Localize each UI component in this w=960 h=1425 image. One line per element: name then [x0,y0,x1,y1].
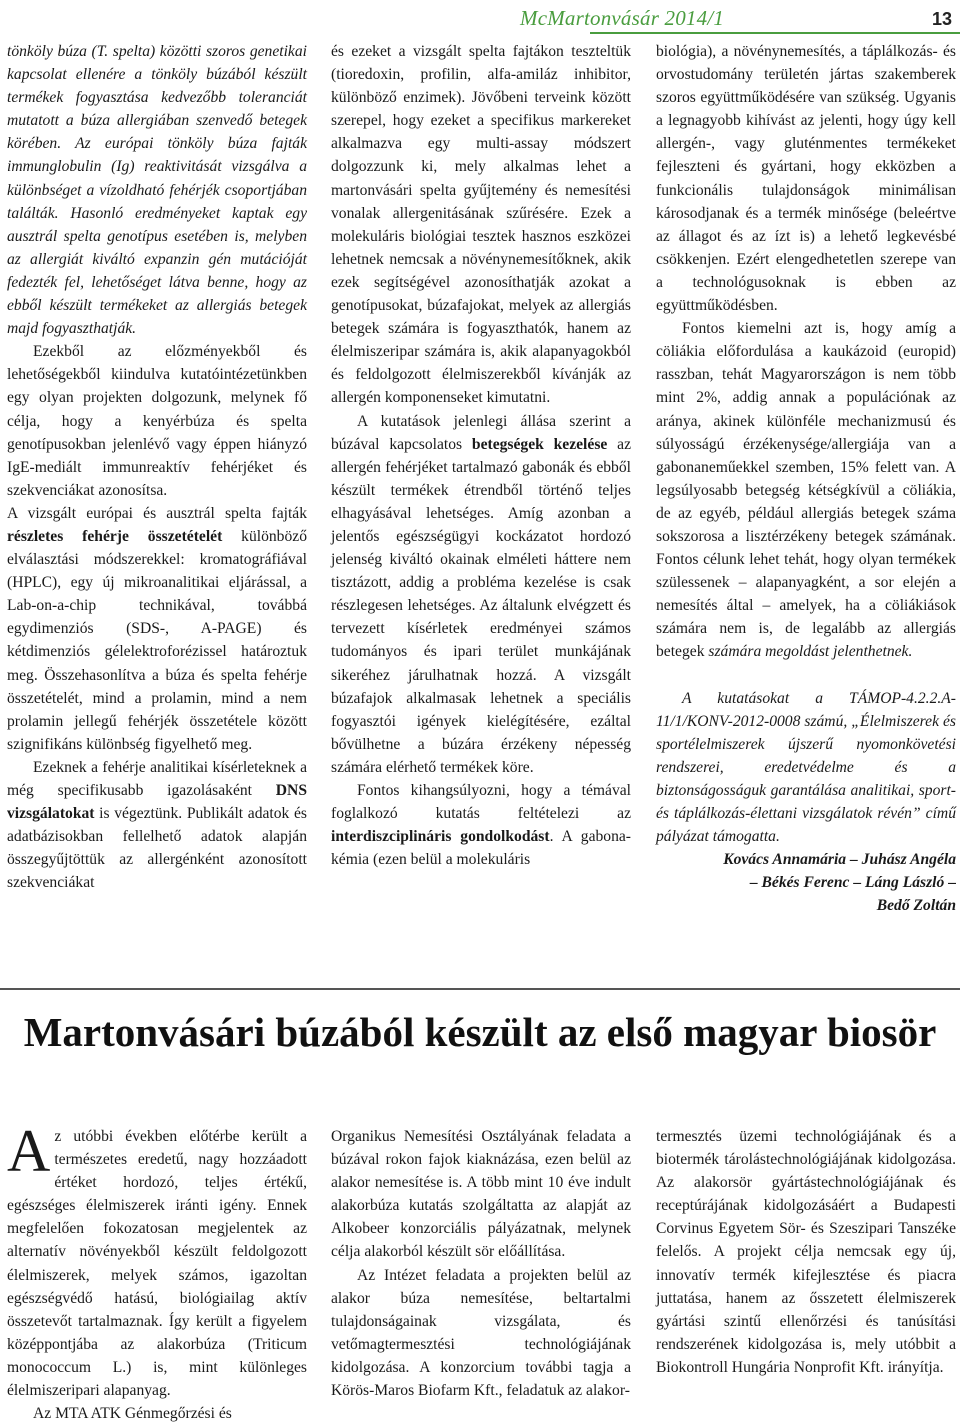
article-column-2 [331,1125,631,1402]
article-title: Martonvásári búzából készült az első magyar biosör [23,1009,937,1055]
paragraph: Ezekből az előzményekből és lehetőségekből kiindulva kutatóintézetünkben egy olyan projekten dolgozunk, melynek fő célja, hogy a kenyérbúza és spelta genotípusokban jelenlévő vagy éppen hiányzó IgE-mediált immunreaktív fehérjéket és szekvenciákat azonosítsa. [7,343,307,499]
magazine-logo: McMartonvásár 2014/1 [520,6,725,30]
authors-line-1: Kovács Annamária – Juhász Angéla [723,851,956,869]
paragraph: A vizsgált európai és ausztrál spelta fajták részletes fehérje összetételét különböző elválasztási módszerekkel: kromatográfiával (HPLC), egy új mikroanalitikai eljárással, a Lab-on-a-chip technikával, továbbá egydimenziós (SDS-, A-PAGE) és kétdimenziós gélelektroforézissel határoztuk meg. Összehasonlítva a búza és spelta fehérje összetételét, mind a prolamin, mind a nem prolamin jellegű fehérjék összetétele között szignifikáns különbség figyelhető meg. [7,504,307,753]
paragraph: A kutatások jelenlegi állása szerint a búzával kapcsolatos betegségek kezelése az allergén fehérjéket tartalmazó gabonák és ebből készült termékek étrendből történő teljes elhagyásával lehetséges. Amíg azonban a jelentős egészségügyi kockázatot hordozó jelenség kiváltó okainak elméleti háttere nem tisztázott, addig a probléma kezelése is csak részlegesen lehetséges. Az általunk elvégzett és tervezett kísérletek eredményei számos tudományos és ipari terület munkájának sikeréhez járulhatnak hozzá. A vizsgált búzafajok alkalmasak lehetnek a speciális fogyasztói igények kielégítésére, ezáltal bővülhetne a búzára érzékeny népesség számára elérhető termékek köre. [331,412,631,776]
paragraph: Ezeknek a fehérje analitikai kísérleteknek a még specifikusabb igazolásaként DNS vizsgálatokat is végeztünk. Publikált adatok és adatbázisokban fellelhető adatok alapján összegyűjtöttük az allergénként azonosított szekvenciákat [7,758,307,892]
paragraph: termesztés üzemi technológiájának és a biotermék tárolástechnológiájának kidolgozása. Az alakorsör gyártástechnológiájának és receptúrájának kidolgozásáért a Budapesti Corvinus Egyetem Sör- és Szeszipari Tanszéke felelős. A projekt célja nemcsak egy új, innovatív termék kifejlesztése és piacra juttatása, hanem az ősszetett élelmiszerek gyártási szintű ellenőrzési és tanúsítási rendszerének kidolgozása is, mely utóbbit a Biokontroll Hungária Nonprofit Kft. irányítja. [656,1128,956,1376]
column-3 [656,40,956,917]
paragraph: tönköly búza (T. spelta) közötti szoros genetikai kapcsolat ellenére a tönköly búzából készült termékek fogyasztása kedvezőbb toleranciát mutatott a búza allergiában szenvedő betegek körében. Az európai tönköly búza fajták immunglobulin (Ig) reaktivitását vizsgálva a különbséget a vízoldható fehérjék csoportjában találták. Hasonló eredményeket kaptak egy ausztrál spelta genotípus esetében is, melyben az allergiát kiváltó expanzin gén mutációját fedezték fel, lehetőséget látva benne, hogy az ebből készült termékeket az allergiás betegek majd fogyaszthatják. [7,43,307,338]
paragraph: Organikus Nemesítési Osztályának feladata a búzával rokon fajok kiaknázása, ezen belül az alakor nemesítése is. A több mint 10 éve indult alakorbúza kutatás szolgáltatta az alapját az Alkobeer konzorciális pályázatnak, melynek célja alakorból készült sör előállítása. [331,1128,631,1261]
paragraph: biológia), a növénynemesítés, a táplálkozás- és orvostudomány területén jártas szakemberek szoros együttműködésére van szükség. Ugyanis a legnagyobb kihívást az jelenti, hogy úgy kell allergén-, vagy gluténmentes termékeket fejleszteni és gyártani, hogy ekközben a funkcionális tulajdonságok minimálisan károsodjanak és a termék minősége (beleértve az állagot és az ízt is) a lehető legkevésbé csökkenjen. Ezért elengedhetetlen szerepe van a technológusoknak is ebben az együttműködésben. [656,43,956,315]
paragraph: és ezeket a vizsgált spelta fajtákon teszteltük (tioredoxin, profilin, alfa-amiláz inhibitor, különböző enzimek). Jövőbeni terveink között szerepel, hogy ezeket a specifikus markereket alkalmazva egy multi-assay módszert dolgozzunk ki, mely alkalmas lehet a martonvásári spelta gyűjtemény és nemesítési vonalak allergenitásának szűrésére. Ezek a molekuláris biológiai tesztek hasznos eszközei lehetnek nemcsak a növénynemesítőknek, akik ezek segítségével azonosíthatják azokat a genotípusokat, búzafajokat, melyek az allergiás betegek számára is fogyaszthatók, hanem az élelmiszeripar számára is, akik alapanyagokból és feldolgozott élelmiszerekből kívánják az allergén komponenseket kimutatni. [331,43,631,407]
article-column-3 [656,1125,956,1379]
article-column-1 [7,1118,307,1425]
paragraph: Az Intézet feladata a projekten belül az alakor búza nemesítése, beltartalmi tulajdonságainak vizsgálata, és vetőmagtermesztési technológiájának kidolgozása. A konzorcium további tagja a Körös-Maros Biofarm Kft., feladatuk az alakor- [331,1266,631,1400]
paragraph: Fontos kihangsúlyozni, hogy a témával foglalkozó kutatás feltételezi az interdiszciplináris gondolkodást. A gabona-kémia (ezen belül a molekuláris [331,782,631,869]
authors-line-3: Bedő Zoltán [876,897,956,915]
paragraph: Az MTA ATK Génmegőrzési és [33,1405,232,1423]
page-header [0,0,960,40]
column-2 [331,40,631,871]
authors-line-2: – Békés Ferenc – Láng László – [749,874,956,892]
paragraph: Fontos kiemelni azt is, hogy amíg a cöliákia előfordulása a kaukázoid (europid) rasszban, tehát Magyarországon is nem több mint 2%, addig annak a populációnak az aránya, akinek különféle mechanizmusú és súlyosságú érzékenysége/allergiája van a gabonaneműekkel szemben, 15% felett van. A legsúlyosabb betegség kétségkívül a cöliákia, de az egyéb, például allergiás betegek száma sokszorosa a lisztérzékeny betegek számának. Fontos célunk lehet tehát, hogy olyan termékek szülessenek – alapanyagként, a sor elején a nemesítés által – amelyek, ha a cöliákiások számára nem is, de legalább az allergiás betegek számára megoldást jelenthetnek. [656,320,956,661]
column-1 [7,40,307,894]
paragraph: Az utóbbi években előtérbe került a természetes eredetű, nagy hozzáadott értéket hordozó, teljes értékű, egészséges élelmiszerek iránti igény. Ennek megfelelően fokozatosan megjelentek az alternatív növényekből készült feldolgozott élelmiszerek, melyek számos, igazoltan egészségvédő hatású, biológiailag aktív összetevőt tartalmaznak. Így került a figyelem középpontjába az alakorbúza (Triticum monococcum L.) is, mint különleges élelmiszeripari alapanyag. [7,1118,307,1400]
header-rule [590,32,960,34]
drop-cap: A [7,1118,51,1184]
page-number: 13 [931,9,952,29]
acknowledgement: A kutatásokat a TÁMOP-4.2.2.A-11/1/KONV-2012-0008 számú, „Élelmiszerek és sportélelmiszerek újszerű nyomonkövetési rendszerei, eredetvédelme és a biztonságosságuk garantálása analitikai, sport- és táplálkozás-élettani vizsgálatok révén” című pályázat támogatta. [656,689,956,846]
section-divider [0,988,960,990]
